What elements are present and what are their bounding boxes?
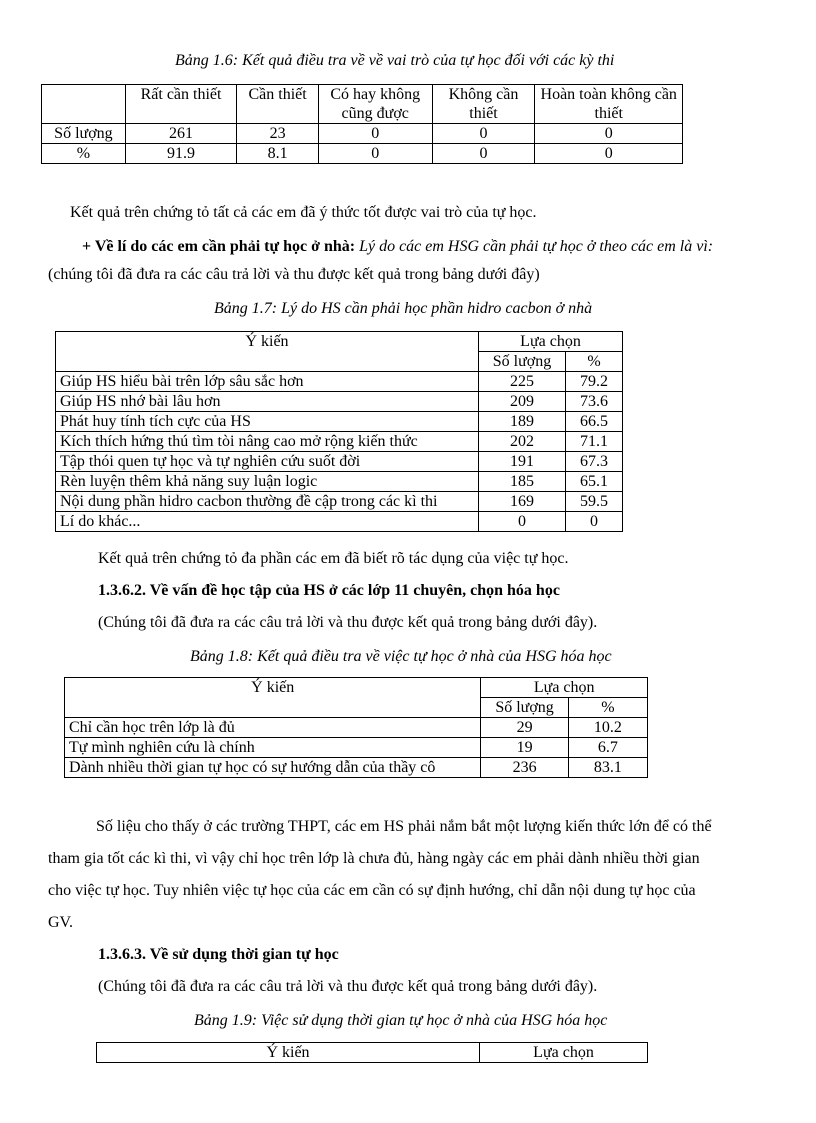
table-header-cell: %: [568, 698, 647, 718]
table-cell: 225: [479, 372, 566, 392]
table-row: [56, 372, 623, 392]
table-cell: Số lượng: [42, 124, 126, 144]
table-row: [65, 758, 648, 778]
table-cell: 73.6: [566, 392, 623, 412]
table-cell: 71.1: [566, 432, 623, 452]
table-cell: 0: [318, 124, 432, 144]
table-cell: 6.7: [568, 738, 647, 758]
table-cell: Rèn luyện thêm khả năng suy luận logic: [56, 472, 479, 492]
table-row: [65, 738, 648, 758]
table-header-cell: Có hay không cũng được: [318, 85, 432, 124]
table-header-row: [56, 332, 623, 352]
table-cell: 0: [479, 512, 566, 532]
paragraph: [82, 238, 713, 256]
bold-lead: + Về lí do các em cần phải tự học ở nhà:: [82, 238, 356, 255]
table-cell: 8.1: [237, 144, 319, 164]
table-cell: 0: [535, 124, 683, 144]
table-1-8-caption: Bảng 1.8: Kết quả điều tra về việc tự học ở nhà của HSG hóa học: [190, 648, 612, 665]
table-cell: 23: [237, 124, 319, 144]
paragraph: (chúng tôi đã đưa ra các câu trả lời và thu được kết quả trong bảng dưới đây): [48, 266, 540, 283]
table-cell: 29: [481, 718, 568, 738]
table-cell: 0: [432, 144, 535, 164]
table-header-cell: Rất cần thiết: [125, 85, 236, 124]
table-header-cell: Lựa chọn: [479, 332, 623, 352]
table-cell: 169: [479, 492, 566, 512]
table-cell: Nội dung phần hidro cacbon thường đề cập trong các kì thi: [56, 492, 479, 512]
table-cell: 191: [479, 452, 566, 472]
table-header-cell: %: [566, 352, 623, 372]
table-header-row: [42, 85, 683, 124]
table-header-row: [65, 678, 648, 698]
table-row: [56, 432, 623, 452]
table-header-cell: [42, 85, 126, 124]
section-heading: 1.3.6.2. Về vấn đề học tập của HS ở các lớp 11 chuyên, chọn hóa học: [98, 582, 560, 599]
table-row: [56, 512, 623, 532]
paragraph: Kết quả trên chứng tỏ tất cả các em đã ý thức tốt được vai trò của tự học.: [70, 204, 537, 221]
table-row: [42, 124, 683, 144]
table-1-9: [96, 1042, 648, 1063]
table-row: [65, 718, 648, 738]
table-cell: Kích thích hứng thú tìm tòi nâng cao mở rộng kiến thức: [56, 432, 479, 452]
table-header-cell: Lựa chọn: [481, 678, 648, 698]
paragraph: (Chúng tôi đã đưa ra các câu trả lời và thu được kết quả trong bảng dưới đây).: [98, 978, 598, 995]
table-cell: Giúp HS nhớ bài lâu hơn: [56, 392, 479, 412]
table-cell: 10.2: [568, 718, 647, 738]
table-cell: 189: [479, 412, 566, 432]
italic-text: Lý do các em HSG cần phải tự học ở theo các em là vì:: [355, 238, 714, 255]
table-cell: 0: [318, 144, 432, 164]
table-1-7: [55, 331, 623, 532]
table-cell: Tự mình nghiên cứu là chính: [65, 738, 481, 758]
table-cell: Giúp HS hiểu bài trên lớp sâu sắc hơn: [56, 372, 479, 392]
table-cell: 0: [535, 144, 683, 164]
table-cell: 209: [479, 392, 566, 412]
table-cell: 91.9: [125, 144, 236, 164]
table-header-cell: Không cần thiết: [432, 85, 535, 124]
paragraph: Số liệu cho thấy ở các trường THPT, các em HS phải nắm bắt một lượng kiến thức lớn để có thể: [96, 818, 712, 835]
table-row: [42, 144, 683, 164]
table-cell: 83.1: [568, 758, 647, 778]
table-1-7-caption: Bảng 1.7: Lý do HS cần phải học phần hidro cacbon ở nhà: [214, 300, 593, 317]
table-cell: Phát huy tính tích cực của HS: [56, 412, 479, 432]
table-header-cell: Lựa chọn: [480, 1043, 648, 1063]
table-1-9-caption: Bảng 1.9: Việc sử dụng thời gian tự học ở nhà của HSG hóa học: [194, 1012, 608, 1029]
table-cell: 19: [481, 738, 568, 758]
table-header-cell: Ý kiến: [56, 332, 479, 372]
table-row: [56, 412, 623, 432]
table-header-cell: Số lượng: [481, 698, 568, 718]
table-cell: 261: [125, 124, 236, 144]
table-cell: 202: [479, 432, 566, 452]
table-cell: Dành nhiều thời gian tự học có sự hướng dẫn của thầy cô: [65, 758, 481, 778]
table-cell: Lí do khác...: [56, 512, 479, 532]
table-1-6-caption: Bảng 1.6: Kết quả điều tra về về vai trò của tự học đối với các kỳ thi: [175, 52, 615, 69]
table-header-cell: Số lượng: [479, 352, 566, 372]
table-cell: 236: [481, 758, 568, 778]
paragraph: tham gia tốt các kì thi, vì vậy chỉ học trên lớp là chưa đủ, hàng ngày các em phải dành nhiều thời gian: [48, 850, 700, 867]
table-row: [56, 452, 623, 472]
table-row: [56, 492, 623, 512]
table-header-row: [97, 1043, 648, 1063]
table-cell: 79.2: [566, 372, 623, 392]
table-cell: 65.1: [566, 472, 623, 492]
paragraph: GV.: [48, 914, 74, 931]
table-cell: Chỉ cần học trên lớp là đủ: [65, 718, 481, 738]
paragraph: Kết quả trên chứng tỏ đa phần các em đã biết rõ tác dụng của việc tự học.: [98, 550, 569, 567]
table-cell: %: [42, 144, 126, 164]
table-1-8: [64, 677, 648, 778]
table-cell: 0: [432, 124, 535, 144]
table-1-6: [41, 84, 683, 164]
table-cell: 67.3: [566, 452, 623, 472]
table-cell: 59.5: [566, 492, 623, 512]
table-cell: 66.5: [566, 412, 623, 432]
table-header-cell: Cần thiết: [237, 85, 319, 124]
paragraph: cho việc tự học. Tuy nhiên việc tự học của các em cần có sự định hướng, chỉ dẫn nội dung tự học của: [48, 882, 696, 899]
table-row: [56, 392, 623, 412]
table-cell: 0: [566, 512, 623, 532]
table-row: [56, 472, 623, 492]
table-cell: Tập thói quen tự học và tự nghiên cứu suốt đời: [56, 452, 479, 472]
table-cell: 185: [479, 472, 566, 492]
table-header-cell: Ý kiến: [65, 678, 481, 718]
paragraph: (Chúng tôi đã đưa ra các câu trả lời và thu được kết quả trong bảng dưới đây).: [98, 614, 598, 631]
table-header-cell: Hoàn toàn không cần thiết: [535, 85, 683, 124]
section-heading: 1.3.6.3. Về sử dụng thời gian tự học: [98, 946, 339, 963]
table-header-cell: Ý kiến: [97, 1043, 480, 1063]
